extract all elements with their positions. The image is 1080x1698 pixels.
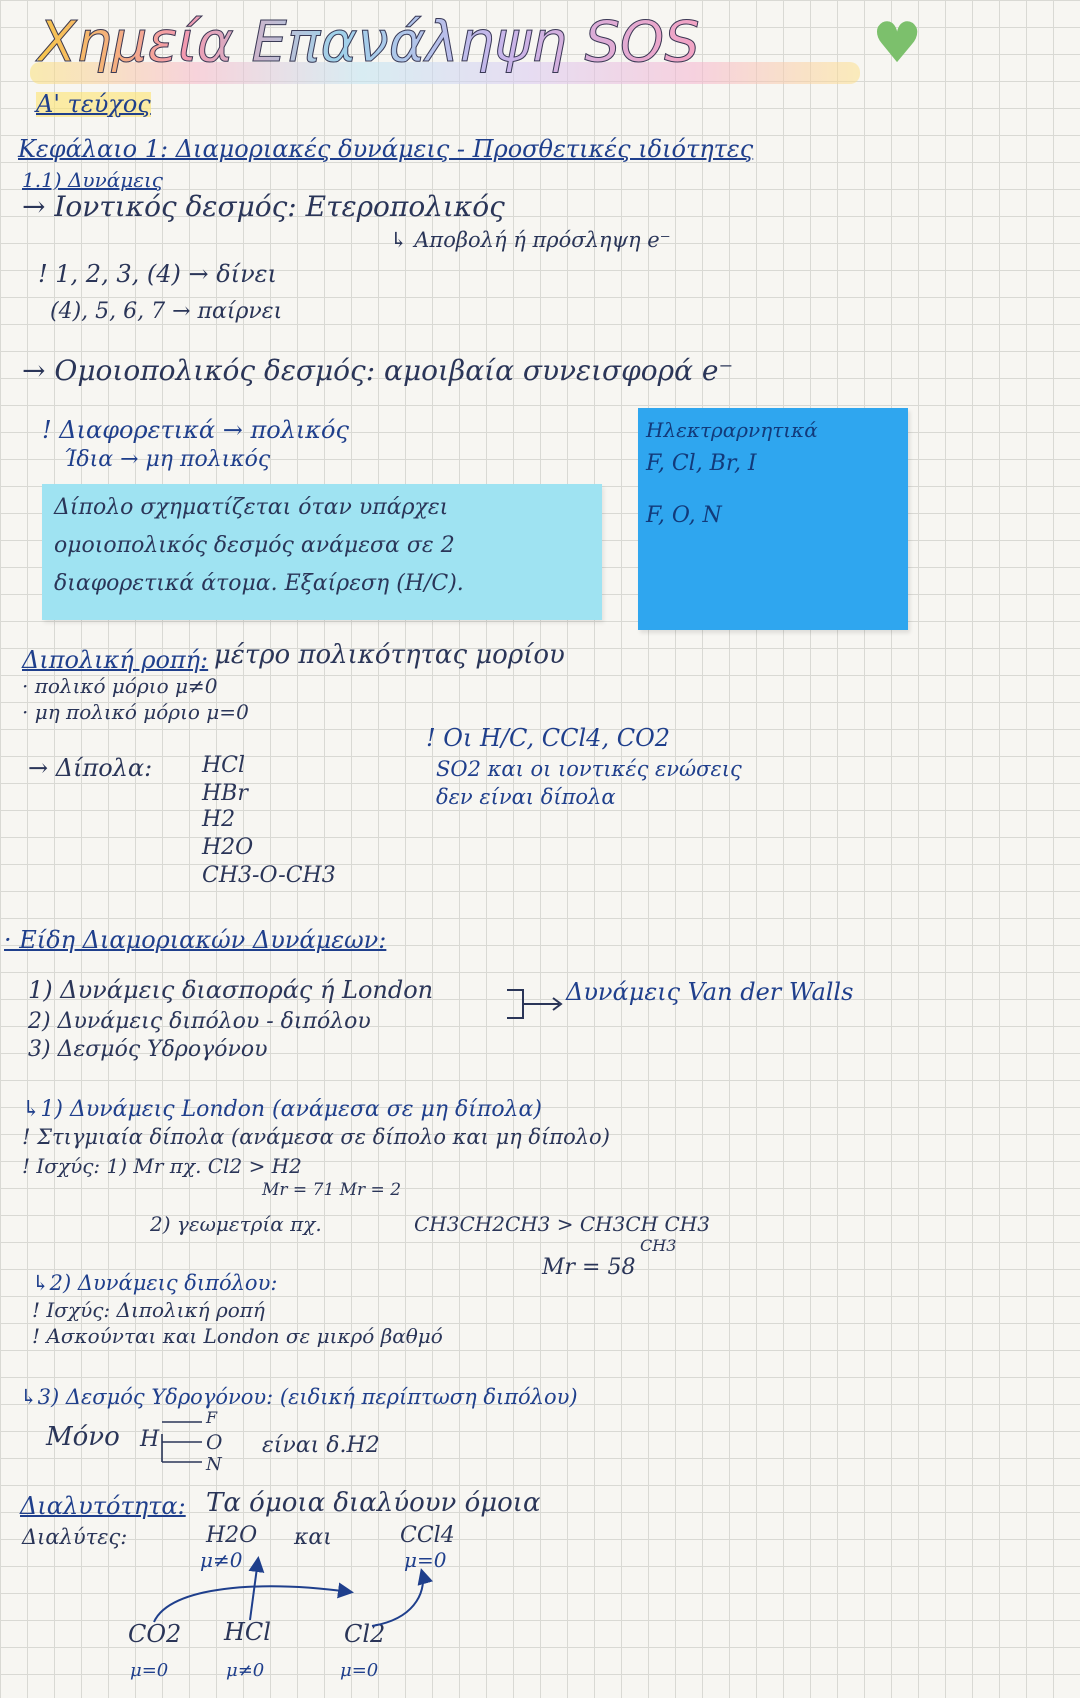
force-type: 3) Δεσμός Υδρογόνου <box>28 1037 268 1062</box>
solute-mu: μ=0 <box>340 1660 379 1681</box>
solubility-heading: Διαλυτότητα: <box>20 1492 186 1520</box>
electronegative-halogens: F, Cl, Br, I <box>646 451 757 476</box>
note-line-2: ομοιοπολικός δεσμός ανάμεσα σε 2 <box>54 533 455 558</box>
london-heading: ↳1) Δυνάμεις London (ανάμεσα σε μη δίπολα) <box>22 1097 542 1122</box>
dipole-dipole-heading: ↳2) Δυνάμεις διπόλου: <box>32 1271 278 1295</box>
hbond-h: H <box>140 1427 160 1452</box>
note-line-1: Δίπολο σχηματίζεται όταν υπάρχει <box>54 495 449 520</box>
force-type: 1) Δυνάμεις διασποράς ή London <box>28 976 434 1004</box>
london-instant: ! Στιγμιαία δίπολα (ανάμεσα σε δίπολο και μη δίπολο) <box>22 1125 610 1149</box>
van-der-waals-label: Δυνάμεις Van der Walls <box>566 978 854 1006</box>
hbond-atom: N <box>206 1454 222 1475</box>
dipole-dipole-london: ! Ασκούνται και London σε μικρό βαθμό <box>32 1324 443 1348</box>
london-geometry: 2) γεωμετρία πχ. <box>150 1212 322 1236</box>
ionic-give: ! 1, 2, 3, (4) → δίνει <box>38 260 277 288</box>
solute: HCl <box>224 1618 271 1646</box>
london-strength: ! Ισχύς: 1) Mr πχ. Cl2 > H2 <box>22 1154 302 1178</box>
ionic-bond-sub: ↳ Αποβολή ή πρόσληψη e⁻ <box>390 228 671 252</box>
hbond-arrows-icon <box>160 1416 206 1472</box>
nonpolar-molecule: · μη πολικό μόριο μ=0 <box>22 700 249 724</box>
solvent-h2o: H2O <box>206 1523 258 1548</box>
london-mr-values: Mr = 71 Mr = 2 <box>262 1180 402 1200</box>
dipole-moment-definition: μέτρο πολικότητας μορίου <box>214 640 565 670</box>
ionic-take: (4), 5, 6, 7 → παίρνει <box>50 299 283 324</box>
dipole-moment-heading: Διπολική ροπή: <box>22 646 209 674</box>
volume-label: Α' τεύχος <box>36 90 151 118</box>
hbond-only: Μόνο <box>46 1422 120 1452</box>
page-title: Χημεία Επανάληψη SOS <box>38 10 700 75</box>
hbond-atom: F <box>206 1408 218 1427</box>
solubility-arrows-icon <box>140 1546 460 1636</box>
bracket-arrow-icon <box>505 984 565 1024</box>
dipole-exception-3: δεν είναι δίπολα <box>436 785 616 809</box>
electronegative-fon: F, O, N <box>646 503 722 528</box>
hbond-is: είναι δ.Η2 <box>262 1433 380 1458</box>
mu-h2o: μ≠0 <box>200 1548 243 1572</box>
mu-ccl4: μ=0 <box>404 1548 447 1572</box>
london-geometry-example: CH3CH2CH3 > CH3CH CH3 <box>414 1212 710 1236</box>
heart-icon: ♥ <box>872 11 923 76</box>
solvents-and: και <box>294 1525 332 1550</box>
section-heading: 1.1) Δυνάμεις <box>22 168 164 192</box>
hydrogen-bond-heading: ↳3) Δεσμός Υδρογόνου: (ειδική περίπτωση διπόλου) <box>20 1385 578 1409</box>
covalent-same: Ίδια → μη πολικός <box>64 447 271 472</box>
dipole-item: HBr <box>202 781 248 806</box>
covalent-different: ! Διαφορετικά → πολικός <box>42 416 349 444</box>
solute: Cl2 <box>344 1620 386 1648</box>
dipole-exception-2: SO2 και οι ιοντικές ενώσεις <box>436 757 742 781</box>
hbond-atom: O <box>206 1430 223 1454</box>
dipole-item: CH3-O-CH3 <box>202 863 336 888</box>
electronegative-title: Ηλεκτραρνητικά <box>646 418 818 442</box>
forces-types-heading: · Είδη Διαμοριακών Δυνάμεων: <box>4 926 387 954</box>
solvent-ccl4: CCl4 <box>400 1523 455 1548</box>
dipole-item: HCl <box>202 753 246 778</box>
mr-58: Mr = 58 <box>542 1255 636 1280</box>
branch-ch3: CH3 <box>640 1236 677 1255</box>
solute-mu: μ≠0 <box>226 1660 265 1681</box>
chapter-heading: Κεφάλαιο 1: Διαμοριακές δυνάμεις - Προσθετικές ιδιότητες <box>18 135 754 163</box>
solute: CO2 <box>128 1620 182 1648</box>
ionic-bond-line: → Ιοντικός δεσμός: Ετεροπολικός <box>22 190 505 223</box>
note-line-3: διαφορετικά άτομα. Εξαίρεση (H/C). <box>54 571 464 596</box>
dipole-dipole-strength: ! Ισχύς: Διπολική ροπή <box>32 1298 265 1322</box>
polar-molecule: · πολικό μόριο μ≠0 <box>22 674 218 698</box>
dipole-item: H2 <box>202 807 236 832</box>
covalent-bond-line: → Ομοιοπολικός δεσμός: αμοιβαία συνεισφορά e⁻ <box>22 354 734 387</box>
solubility-rule: Τα όμοια διαλύουν όμοια <box>206 1488 541 1518</box>
dipole-item: H2O <box>202 835 254 860</box>
dipoles-label: → Δίπολα: <box>28 754 153 782</box>
solvents-label: Διαλύτες: <box>22 1525 128 1549</box>
solute-mu: μ=0 <box>130 1660 169 1681</box>
dipole-exception-1: ! Οι H/C, CCl4, CO2 <box>426 724 671 752</box>
force-type: 2) Δυνάμεις διπόλου - διπόλου <box>28 1009 371 1034</box>
